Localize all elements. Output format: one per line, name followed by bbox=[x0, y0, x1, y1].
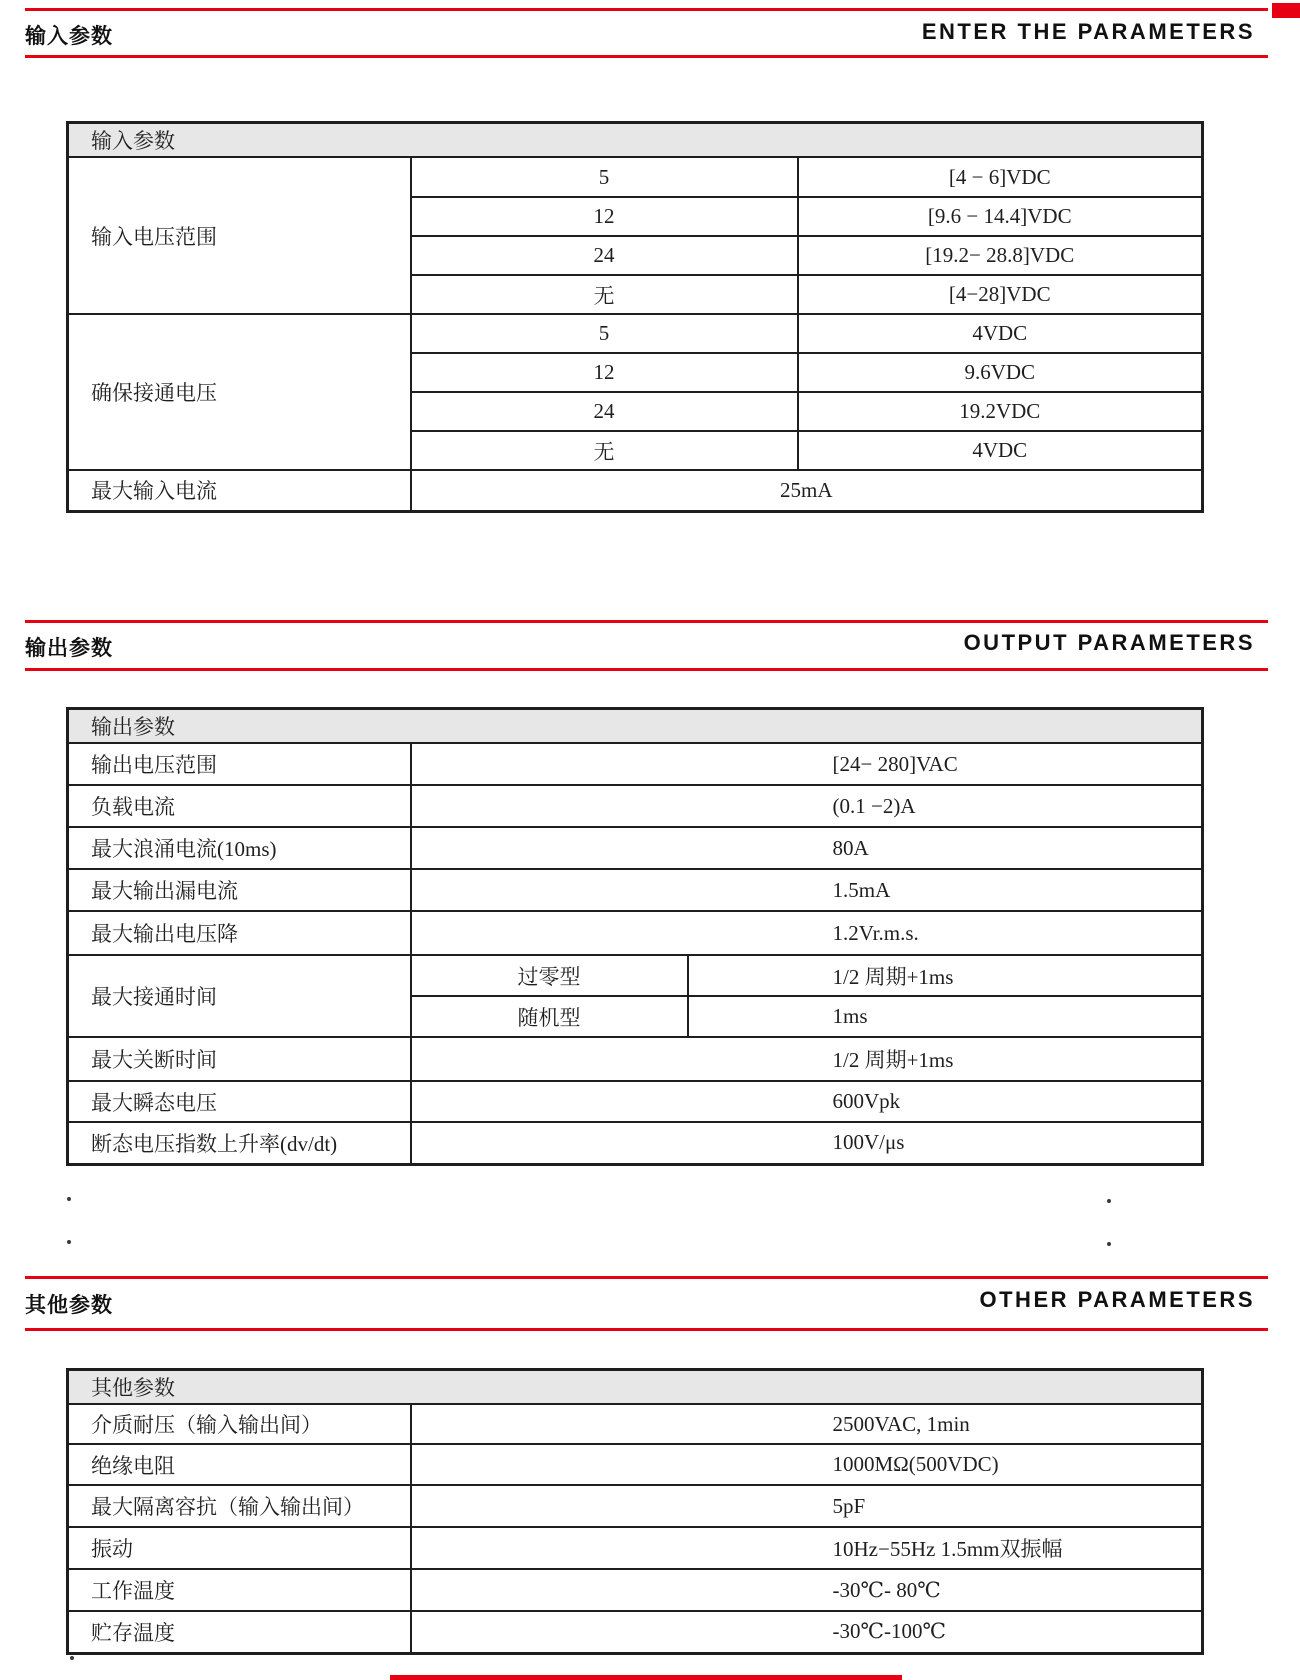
table-row bbox=[68, 955, 1203, 996]
section-rule-bottom-other bbox=[25, 1328, 1268, 1331]
table-header: 其他参数 bbox=[68, 1370, 1203, 1405]
row-value: 19.2VDC bbox=[798, 392, 1203, 431]
section-rule-bottom-output bbox=[25, 668, 1268, 671]
row-value: [4 − 6]VDC bbox=[798, 157, 1203, 197]
stray-dot bbox=[1107, 1242, 1111, 1246]
row-label: 介质耐压（输入输出间） bbox=[68, 1404, 411, 1444]
nominal-voltage: 24 bbox=[411, 236, 798, 275]
nominal-voltage: 12 bbox=[411, 353, 798, 392]
input-parameters-table bbox=[66, 121, 1204, 513]
nominal-voltage: 5 bbox=[411, 314, 798, 353]
row-value: 1/2 周期+1ms bbox=[411, 1037, 1203, 1081]
relay-type: 过零型 bbox=[411, 955, 688, 996]
row-value: 25mA bbox=[411, 470, 1203, 511]
table-header-row bbox=[68, 709, 1203, 744]
nominal-voltage: 无 bbox=[411, 431, 798, 470]
row-label: 输入电压范围 bbox=[68, 157, 411, 314]
row-value: 1.5mA bbox=[411, 869, 1203, 911]
table-row bbox=[68, 1485, 1203, 1527]
row-label: 最大输出漏电流 bbox=[68, 869, 411, 911]
stray-dot bbox=[1107, 1199, 1111, 1203]
row-label: 最大隔离容抗（输入输出间） bbox=[68, 1485, 411, 1527]
stray-dot bbox=[67, 1197, 71, 1201]
nominal-voltage: 无 bbox=[411, 275, 798, 314]
other-parameters-table bbox=[66, 1368, 1204, 1655]
row-label: 最大输出电压降 bbox=[68, 911, 411, 955]
table-row bbox=[68, 827, 1203, 869]
table-row bbox=[68, 470, 1203, 511]
table-row bbox=[68, 157, 1203, 197]
table-row bbox=[68, 314, 1203, 353]
section-title-zh-other: 其他参数 bbox=[25, 1294, 113, 1317]
row-value: [24− 280]VAC bbox=[411, 743, 1203, 785]
page-corner-mark bbox=[1272, 3, 1300, 18]
table-row bbox=[68, 869, 1203, 911]
table-row bbox=[68, 1122, 1203, 1164]
row-label: 输出电压范围 bbox=[68, 743, 411, 785]
row-label: 最大浪涌电流(10ms) bbox=[68, 827, 411, 869]
row-label: 工作温度 bbox=[68, 1569, 411, 1611]
row-label: 振动 bbox=[68, 1527, 411, 1569]
table-row bbox=[68, 1037, 1203, 1081]
output-parameters-table bbox=[66, 707, 1204, 1166]
row-label: 最大接通时间 bbox=[68, 955, 411, 1037]
table-row bbox=[68, 1444, 1203, 1485]
section-rule-bottom-input bbox=[25, 55, 1268, 58]
row-value: [4−28]VDC bbox=[798, 275, 1203, 314]
row-value: 1/2 周期+1ms bbox=[688, 955, 1203, 996]
table-header-row bbox=[68, 1370, 1203, 1405]
table-row bbox=[68, 911, 1203, 955]
table-row bbox=[68, 1081, 1203, 1122]
row-value: -30℃- 80℃ bbox=[411, 1569, 1203, 1611]
row-label: 最大关断时间 bbox=[68, 1037, 411, 1081]
row-label: 贮存温度 bbox=[68, 1611, 411, 1653]
table-header: 输入参数 bbox=[68, 123, 1203, 158]
row-value: 4VDC bbox=[798, 431, 1203, 470]
row-label: 最大瞬态电压 bbox=[68, 1081, 411, 1122]
stray-dot bbox=[70, 1656, 74, 1660]
row-value: 9.6VDC bbox=[798, 353, 1203, 392]
section-title-en-output: OUTPUT PARAMETERS bbox=[963, 630, 1255, 655]
table-header: 输出参数 bbox=[68, 709, 1203, 744]
table-row bbox=[68, 1527, 1203, 1569]
row-value: [19.2− 28.8]VDC bbox=[798, 236, 1203, 275]
row-value: 5pF bbox=[411, 1485, 1203, 1527]
row-value: 1000MΩ(500VDC) bbox=[411, 1444, 1203, 1485]
section-rule-top-input bbox=[25, 8, 1268, 11]
table-row bbox=[68, 1569, 1203, 1611]
section-rule-top-output bbox=[25, 620, 1268, 623]
row-label: 负载电流 bbox=[68, 785, 411, 827]
row-value: 80A bbox=[411, 827, 1203, 869]
section-rule-top-other bbox=[25, 1276, 1268, 1279]
relay-type: 随机型 bbox=[411, 996, 688, 1037]
row-value: 100V/μs bbox=[411, 1122, 1203, 1164]
table-row bbox=[68, 1404, 1203, 1444]
row-label: 绝缘电阻 bbox=[68, 1444, 411, 1485]
table-row bbox=[68, 785, 1203, 827]
nominal-voltage: 5 bbox=[411, 157, 798, 197]
bottom-page-rule bbox=[390, 1675, 902, 1680]
section-title-en-input: ENTER THE PARAMETERS bbox=[921, 19, 1255, 44]
row-value: 1ms bbox=[688, 996, 1203, 1037]
section-title-zh-input: 输入参数 bbox=[25, 25, 113, 48]
row-value: [9.6 − 14.4]VDC bbox=[798, 197, 1203, 236]
row-label: 最大输入电流 bbox=[68, 470, 411, 511]
row-value: 10Hz−55Hz 1.5mm双振幅 bbox=[411, 1527, 1203, 1569]
section-title-en-other: OTHER PARAMETERS bbox=[979, 1287, 1255, 1312]
table-header-row bbox=[68, 123, 1203, 158]
row-label: 断态电压指数上升率(dv/dt) bbox=[68, 1122, 411, 1164]
row-value: 600Vpk bbox=[411, 1081, 1203, 1122]
row-value: 1.2Vr.m.s. bbox=[411, 911, 1203, 955]
row-label: 确保接通电压 bbox=[68, 314, 411, 470]
row-value: 2500VAC, 1min bbox=[411, 1404, 1203, 1444]
table-row bbox=[68, 743, 1203, 785]
section-title-zh-output: 输出参数 bbox=[25, 637, 113, 660]
nominal-voltage: 24 bbox=[411, 392, 798, 431]
nominal-voltage: 12 bbox=[411, 197, 798, 236]
row-value: -30℃-100℃ bbox=[411, 1611, 1203, 1653]
stray-dot bbox=[67, 1240, 71, 1244]
row-value: (0.1 −2)A bbox=[411, 785, 1203, 827]
row-value: 4VDC bbox=[798, 314, 1203, 353]
table-row bbox=[68, 1611, 1203, 1653]
